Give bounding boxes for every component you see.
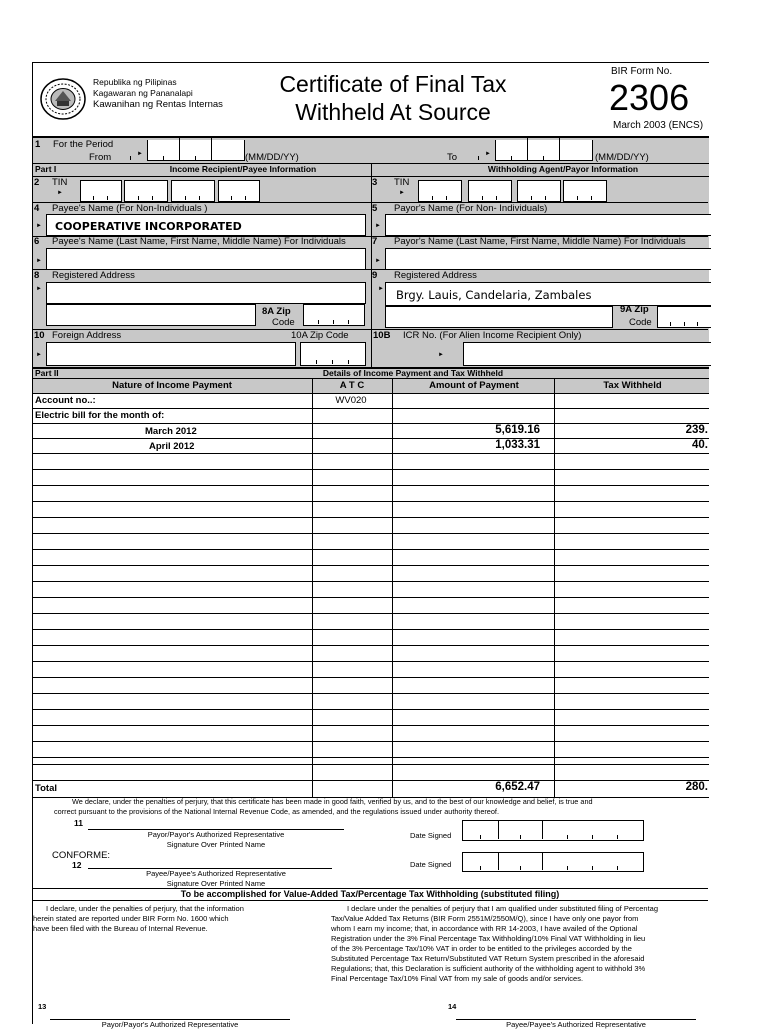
f11-num: 11 bbox=[74, 818, 83, 828]
vat-right-line: Registration under the 3% Final Percentage Tax Withholding/10% Final VAT Withholding in lieu bbox=[331, 934, 646, 943]
col-nature: Nature of Income Payment bbox=[112, 380, 232, 391]
tin-tick bbox=[138, 196, 139, 200]
arrow-icon: ► bbox=[399, 190, 405, 196]
form-version: March 2003 (ENCS) bbox=[613, 120, 704, 131]
table-row-line bbox=[33, 741, 709, 742]
f3-label: TIN bbox=[394, 177, 410, 188]
date-tick bbox=[617, 866, 618, 870]
zip-tick bbox=[348, 320, 349, 324]
tin-tick bbox=[231, 196, 232, 200]
to-label: To bbox=[447, 152, 458, 163]
date-tick bbox=[567, 835, 568, 839]
payee-address-line2-input[interactable] bbox=[46, 304, 256, 326]
table-row-line bbox=[33, 533, 709, 534]
arrow-icon: ► bbox=[137, 151, 143, 157]
period-from-input[interactable] bbox=[147, 140, 245, 161]
payor-name-individual-input[interactable] bbox=[385, 248, 711, 270]
tin-tick bbox=[152, 196, 153, 200]
f6-num: 6 bbox=[34, 236, 40, 247]
tin-tick bbox=[531, 196, 532, 200]
f8a-code: Code bbox=[272, 317, 295, 328]
zip-tick bbox=[684, 322, 685, 326]
agency-line-3: Kawanihan ng Rentas Internas bbox=[93, 99, 223, 110]
f5-label: Payor's Name (For Non- Individuals) bbox=[394, 203, 548, 214]
table-row-line bbox=[33, 501, 709, 502]
f7-num: 7 bbox=[372, 236, 378, 247]
period-label: For the Period bbox=[53, 139, 114, 150]
table-row-line bbox=[33, 764, 709, 765]
date-tick bbox=[478, 156, 479, 160]
form-number: 2306 bbox=[609, 77, 690, 118]
f10-label: Foreign Address bbox=[52, 330, 122, 341]
row-tax: 239. bbox=[685, 424, 708, 436]
payee-address-input[interactable] bbox=[46, 282, 366, 304]
zip-tick bbox=[333, 320, 334, 324]
agency-line-2: Kagawaran ng Pananalapi bbox=[93, 88, 193, 98]
tin-tick bbox=[107, 196, 108, 200]
zip-tick bbox=[318, 320, 319, 324]
tin-tick bbox=[245, 196, 246, 200]
part1-left-title: Income Recipient/Payee Information bbox=[169, 164, 317, 174]
col-tax: Tax Withheld bbox=[603, 380, 662, 391]
row-amount: 5,619.16 bbox=[495, 424, 540, 436]
arrow-icon: ► bbox=[375, 223, 381, 229]
col-amount: Amount of Payment bbox=[429, 380, 519, 391]
tin-tick bbox=[482, 196, 483, 200]
agency-line-1: Republika ng Pilipinas bbox=[93, 77, 177, 87]
sig13-label: Payor/Payor's Authorized Representative bbox=[101, 1020, 239, 1029]
icr-number-input[interactable] bbox=[463, 342, 711, 366]
table-row-line bbox=[33, 469, 709, 470]
payee-name-individual-input[interactable] bbox=[46, 248, 366, 270]
vat-right-line: Tax/Value Added Tax Returns (BIR Form 2551M/2550M/Q), since I have only one payor from bbox=[331, 914, 639, 923]
date-signed-label-2: Date Signed bbox=[410, 860, 452, 869]
period-to-input[interactable] bbox=[495, 140, 593, 161]
payee-sig-line2: Signature Over Printed Name bbox=[166, 879, 266, 888]
zip-tick bbox=[332, 360, 333, 364]
tin-tick bbox=[591, 196, 592, 200]
date-tick bbox=[617, 835, 618, 839]
date-tick bbox=[480, 835, 481, 839]
tin-tick bbox=[185, 196, 186, 200]
total-label: Total bbox=[35, 783, 57, 794]
date-tick bbox=[163, 156, 164, 160]
vat-left-line: I declare, under the penalties of perjury, that the information bbox=[46, 904, 244, 913]
vat-right-line: of the 3% Percentage Tax/10% VAT in order to be entitled to the privileges accorded by the bbox=[331, 944, 632, 953]
f12-num: 12 bbox=[72, 860, 82, 870]
form-title-line-2: Withheld At Source bbox=[295, 99, 491, 125]
f10b-label: ICR No. (For Alien Income Recipient Only) bbox=[403, 330, 582, 341]
tin-tick bbox=[496, 196, 497, 200]
tin-tick bbox=[432, 196, 433, 200]
period-row bbox=[32, 136, 709, 165]
f9a-code: Code bbox=[629, 317, 652, 328]
f8-label: Registered Address bbox=[52, 270, 135, 281]
total-tax: 280. bbox=[685, 781, 708, 793]
tin-tick bbox=[93, 196, 94, 200]
arrow-icon: ► bbox=[36, 223, 42, 229]
table-row-line bbox=[33, 677, 709, 678]
date-tick bbox=[567, 866, 568, 870]
zip-tick bbox=[697, 322, 698, 326]
date-divider bbox=[542, 820, 543, 839]
table-row-line bbox=[33, 629, 709, 630]
bir-seal-icon bbox=[39, 77, 87, 121]
payee-zip-input[interactable] bbox=[303, 304, 365, 326]
f6-label: Payee's Name (Last Name, First Name, Middle Name) For Individuals bbox=[52, 236, 346, 247]
part1-label: Part I bbox=[35, 164, 57, 174]
payee-tin-2[interactable] bbox=[124, 180, 168, 202]
payor-name-nonindividual-input[interactable] bbox=[385, 214, 711, 236]
zip-tick bbox=[670, 322, 671, 326]
table-row-line bbox=[33, 581, 709, 582]
zip-tick bbox=[348, 360, 349, 364]
table-row-line bbox=[33, 661, 709, 662]
col-atc: A T C bbox=[339, 380, 365, 391]
table-row-line bbox=[33, 709, 709, 710]
part2-col-headers bbox=[32, 378, 709, 394]
payee-tin-1[interactable] bbox=[80, 180, 122, 202]
table-row-line bbox=[33, 597, 709, 598]
sig14-label: Payee/Payee's Authorized Representative bbox=[506, 1020, 646, 1029]
table-row-line bbox=[33, 757, 709, 758]
tin-tick bbox=[199, 196, 200, 200]
table-row-line bbox=[33, 693, 709, 694]
total-amount: 6,652.47 bbox=[495, 781, 540, 793]
vat-right-line: I declare under the penalties of perjury that I am qualified under substituted filing of Percentag bbox=[347, 904, 659, 913]
date-tick bbox=[130, 156, 131, 160]
payee-name-nonindividual-input[interactable] bbox=[46, 214, 366, 236]
table-col-line bbox=[554, 378, 555, 797]
payor-address-value: Brgy. Lauis, Candelaria, Zambales bbox=[396, 288, 592, 302]
zip-tick bbox=[316, 360, 317, 364]
vat-right-line: Final Percentage Tax/10% Final VAT from my sale of goods and/or services. bbox=[331, 974, 584, 983]
date-divider bbox=[498, 820, 499, 839]
f8-num: 8 bbox=[34, 270, 40, 281]
f2-num: 2 bbox=[34, 177, 40, 188]
row-tax: 40. bbox=[692, 439, 708, 451]
form-label: BIR Form No. bbox=[611, 66, 673, 77]
date-signed-label: Date Signed bbox=[410, 831, 452, 840]
from-date-format: (MM/DD/YY) bbox=[245, 152, 299, 163]
tin-tick bbox=[577, 196, 578, 200]
row-nature: April 2012 bbox=[149, 441, 195, 452]
arrow-icon: ► bbox=[36, 258, 42, 264]
part2-label: Part II bbox=[35, 368, 59, 378]
date-tick bbox=[195, 156, 196, 160]
table-row-line bbox=[33, 613, 709, 614]
table-col-line bbox=[312, 378, 313, 797]
table-row-line bbox=[33, 549, 709, 550]
arrow-icon: ► bbox=[438, 352, 444, 358]
part1-right-title: Withholding Agent/Payor Information bbox=[487, 164, 639, 174]
date-tick bbox=[520, 866, 521, 870]
period-num: 1 bbox=[35, 139, 41, 150]
f9-label: Registered Address bbox=[394, 270, 477, 281]
table-row-line bbox=[33, 485, 709, 486]
arrow-icon: ► bbox=[485, 151, 491, 157]
vat-right-line: whom I earn my income; that, in accordance with RR 14-2003, I have availed of the Optional bbox=[331, 924, 638, 933]
date-tick bbox=[511, 156, 512, 160]
row-amount: 1,033.31 bbox=[495, 439, 540, 451]
payor-tin-4[interactable] bbox=[563, 180, 607, 202]
payor-tin-2[interactable] bbox=[468, 180, 512, 202]
payee-tin-4[interactable] bbox=[218, 180, 260, 202]
f2-label: TIN bbox=[52, 177, 68, 188]
vat-title: To be accomplished for Value-Added Tax/Percentage Tax Withholding (substituted filing) bbox=[180, 889, 560, 899]
arrow-icon: ► bbox=[378, 286, 384, 292]
date-tick bbox=[480, 866, 481, 870]
row-atc: WV020 bbox=[335, 395, 367, 406]
arrow-icon: ► bbox=[57, 190, 63, 196]
vat-left-line: herein stated are reported under BIR Form No. 1600 which bbox=[33, 914, 229, 923]
payor-tin-3[interactable] bbox=[517, 180, 561, 202]
f7-label: Payor's Name (Last Name, First Name, Middle Name) For Individuals bbox=[394, 236, 686, 247]
f10a-label: 10A Zip Code bbox=[291, 330, 349, 341]
form-header bbox=[32, 62, 709, 137]
f10-num: 10 bbox=[34, 330, 45, 341]
table-row-line bbox=[33, 408, 709, 409]
tin-tick bbox=[545, 196, 546, 200]
f4-label: Payee's Name (For Non-Individuals ) bbox=[52, 203, 208, 214]
table-row-line bbox=[33, 517, 709, 518]
foreign-address-input[interactable] bbox=[46, 342, 296, 366]
payor-sig-line1: Payor/Payor's Authorized Representative bbox=[147, 830, 285, 839]
f9-num: 9 bbox=[372, 270, 378, 281]
to-date-format: (MM/DD/YY) bbox=[595, 152, 649, 163]
payee-name-value: COOPERATIVE INCORPORATED bbox=[55, 220, 242, 233]
vat-left-line: have been filed with the Bureau of Internal Revenue. bbox=[33, 924, 208, 933]
row-nature: March 2012 bbox=[145, 426, 197, 437]
tin-tick bbox=[446, 196, 447, 200]
date-tick bbox=[592, 835, 593, 839]
f4-num: 4 bbox=[34, 203, 40, 214]
row-nature: Electric bill for the month of: bbox=[35, 410, 165, 421]
f5-num: 5 bbox=[372, 203, 378, 214]
f3-num: 3 bbox=[372, 177, 378, 188]
payee-tin-3[interactable] bbox=[171, 180, 215, 202]
date-divider bbox=[498, 852, 499, 870]
from-label: From bbox=[89, 152, 112, 163]
income-table bbox=[32, 393, 709, 797]
declaration-line-2: correct pursuant to the provisions of the National Internal Revenue Code, as amended, and the regulations issued under authority thereof. bbox=[54, 807, 499, 816]
foreign-zip-input[interactable] bbox=[300, 342, 366, 366]
table-row-line bbox=[33, 453, 709, 454]
table-row-line bbox=[33, 725, 709, 726]
f8a-label: 8A Zip bbox=[262, 306, 291, 317]
conforme-label: CONFORME: bbox=[52, 850, 111, 861]
part2-title: Details of Income Payment and Tax Withheld bbox=[322, 368, 504, 378]
f13-num: 13 bbox=[38, 1002, 47, 1011]
form-title-line-1: Certificate of Final Tax bbox=[279, 71, 507, 97]
payor-address-line2-input[interactable] bbox=[385, 306, 613, 328]
date-tick bbox=[520, 835, 521, 839]
payee-sig-line1: Payee/Payee's Authorized Representative bbox=[146, 869, 286, 878]
payor-address-input[interactable] bbox=[385, 282, 711, 306]
declaration-line-1: We declare, under the penalties of perjury, that this certificate has been made in good faith, verified by us, and to the best of our knowledge and belief, is true and bbox=[72, 797, 593, 806]
arrow-icon: ► bbox=[36, 352, 42, 358]
vat-right-line: Substituted Percentage Tax Return/Substituted VAT Return System prescribed in the aforesaid bbox=[331, 954, 645, 963]
row-nature: Account no..: bbox=[35, 395, 96, 406]
date-tick bbox=[592, 866, 593, 870]
payor-tin-1[interactable] bbox=[418, 180, 462, 202]
table-row-line bbox=[33, 645, 709, 646]
table-row-line bbox=[33, 565, 709, 566]
f9a-label: 9A Zip bbox=[620, 304, 649, 315]
f10b-num: 10B bbox=[373, 330, 391, 341]
date-tick bbox=[543, 156, 544, 160]
arrow-icon: ► bbox=[36, 286, 42, 292]
f14-num: 14 bbox=[448, 1002, 457, 1011]
vat-right-line: Regulations; that, this Declaration is sufficient authority of the withholding agent to withhold 3% bbox=[331, 964, 646, 973]
payor-sig-line2: Signature Over Printed Name bbox=[166, 840, 266, 849]
date-divider bbox=[542, 852, 543, 870]
arrow-icon: ► bbox=[375, 258, 381, 264]
